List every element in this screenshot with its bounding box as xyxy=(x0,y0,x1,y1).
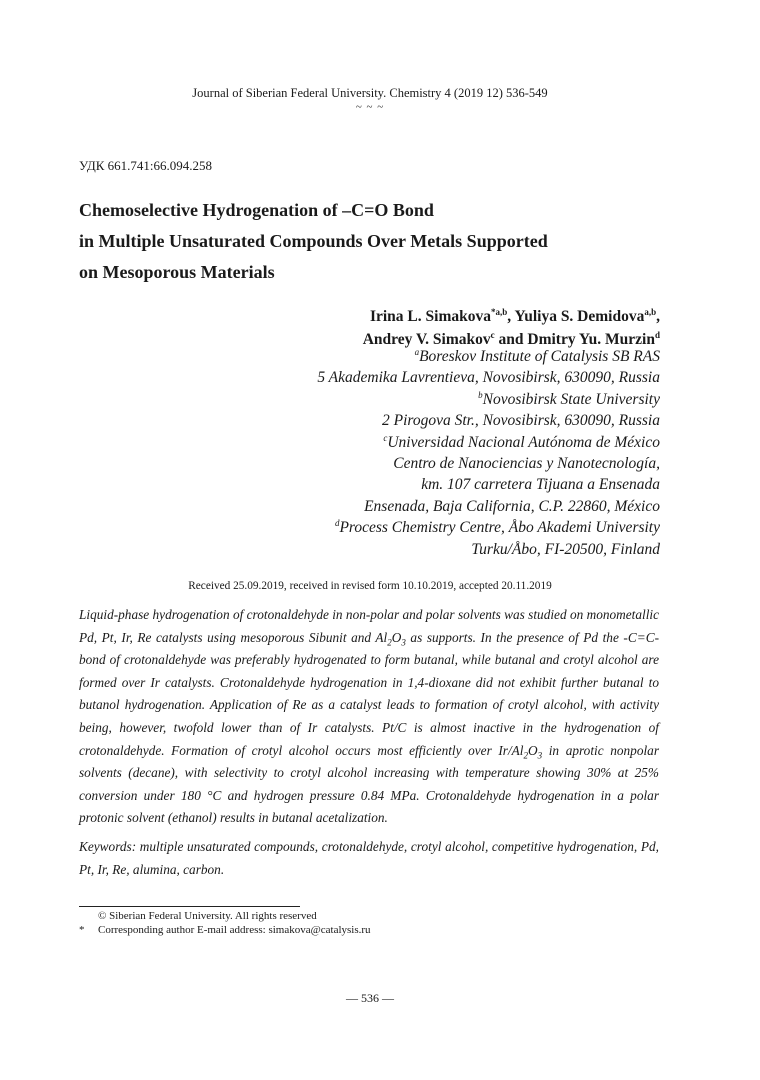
author-name: Dmitry Yu. Murzin xyxy=(527,331,655,348)
abstract-text: as supports. In the presence of Pd the -C=C- bond of crotonaldehyde was preferably hydrogenated to form butanal, while butanal and crotyl alcohol are formed over Ir catalysts. Crotonaldehyde hydrogenation in 1,4-dioxane did not exhibit further butanal to butanol hydrogenation. Application of Re as a catalyst leads to formation of crotyl alcohol, with activity being, however, twofold lower than of Ir catalysts. Pt/C is almost inactive in the hydrogenation of crotonaldehyde. Formation of crotyl alcohol occurs most efficiently over Ir/Al xyxy=(79,629,659,758)
author-name: Andrey V. Simakov xyxy=(362,331,491,348)
page-number: — 536 — xyxy=(346,991,394,1005)
affiliation-line: Centro de Nanociencias y Nanotecnología, xyxy=(393,455,660,473)
subscript: 2 xyxy=(387,637,392,648)
abstract-text: in aprotic nonpolar solvents (decane), with selectivity to crotyl alcohol increasing with temperature showing 30% at 25% conversion under 180 °C and hydrogen pressure 0.84 MPa. Crotonaldehyde hydrogenation in a polar protonic solvent (ethanol) results in butanal acetalization. xyxy=(79,742,659,826)
journal-header: Journal of Siberian Federal University. Chemistry 4 (2019 12) 536-549 xyxy=(192,86,548,100)
abstract-text: O xyxy=(528,742,538,758)
paper-title xyxy=(79,195,679,288)
affiliation-line: km. 107 carretera Tijuana a Ensenada xyxy=(421,476,660,494)
affil-name: Boreskov Institute of Catalysis SB RAS xyxy=(419,348,660,365)
affiliation-line xyxy=(317,517,660,538)
subscript: 3 xyxy=(401,637,406,648)
keywords: Keywords: multiple unsaturated compounds, crotonaldehyde, crotyl alcohol, competitive hydrogenation, Pd, Pt, Ir, Re, alumina, carbon. xyxy=(79,839,659,877)
author-name: Irina L. Simakova xyxy=(369,308,491,325)
affil-name: Process Chemistry Centre, Åbo Akademi University xyxy=(339,519,660,537)
header-ornament: ~ ~ ~ xyxy=(355,101,385,113)
footnote-divider xyxy=(79,906,300,907)
copyright-footnote: © Siberian Federal University. All rights reserved xyxy=(98,910,317,922)
title-line: on Mesoporous Materials xyxy=(79,262,275,282)
title-line: Chemoselective Hydrogenation of –C=O Bond xyxy=(79,200,434,220)
affil-name: Novosibirsk State University xyxy=(482,390,660,408)
affiliation-line: Turku/Åbo, FI-20500, Finland xyxy=(471,540,660,558)
author-affil-mark: d xyxy=(654,329,660,340)
affiliation-line xyxy=(317,346,660,367)
subscript: 2 xyxy=(523,750,528,761)
affiliation-line xyxy=(317,432,660,453)
affiliations xyxy=(317,346,660,560)
title-line: in Multiple Unsaturated Compounds Over Metals Supported xyxy=(79,231,548,251)
author-affil-mark: c xyxy=(490,329,495,340)
affil-mark: b xyxy=(478,389,483,400)
affiliation-line xyxy=(317,389,660,410)
abstract xyxy=(79,604,659,830)
affil-name: Universidad Nacional Autónoma de México xyxy=(387,433,660,451)
footnote-mark: * xyxy=(79,924,85,936)
affiliation-line: Ensenada, Baja California, C.P. 22860, México xyxy=(364,497,660,515)
author-separator: , xyxy=(656,308,660,325)
author-separator: , xyxy=(507,308,515,325)
received-dates: Received 25.09.2019, received in revised form 10.10.2019, accepted 20.11.2019 xyxy=(188,580,552,592)
author-affil-mark: a,b xyxy=(644,306,657,317)
affil-mark: a xyxy=(414,346,420,357)
abstract-text: Liquid-phase hydrogenation of crotonaldehyde in non-polar and polar solvents was studied on monometallic Pd, Pt, Ir, Re catalysts using mesoporous Sibunit and Al xyxy=(79,607,659,645)
corresponding-footnote xyxy=(79,924,371,936)
author-separator: and xyxy=(494,331,528,348)
affiliation-line: 2 Pirogova Str., Novosibirsk, 630090, Russia xyxy=(381,412,660,430)
udk-code: УДК 661.741:66.094.258 xyxy=(79,158,213,173)
corresponding-email: Corresponding author E-mail address: simakova@catalysis.ru xyxy=(98,924,371,936)
author-line xyxy=(363,305,660,328)
affiliation-line: 5 Akademika Lavrentieva, Novosibirsk, 630090, Russia xyxy=(317,369,660,387)
author-affil-mark: *a,b xyxy=(490,306,508,317)
affil-mark: c xyxy=(383,432,388,443)
affil-mark: d xyxy=(334,518,340,529)
subscript: 3 xyxy=(537,750,543,761)
abstract-text: O xyxy=(391,629,402,645)
author-name: Yuliya S. Demidova xyxy=(514,308,645,325)
author-list xyxy=(363,305,660,351)
